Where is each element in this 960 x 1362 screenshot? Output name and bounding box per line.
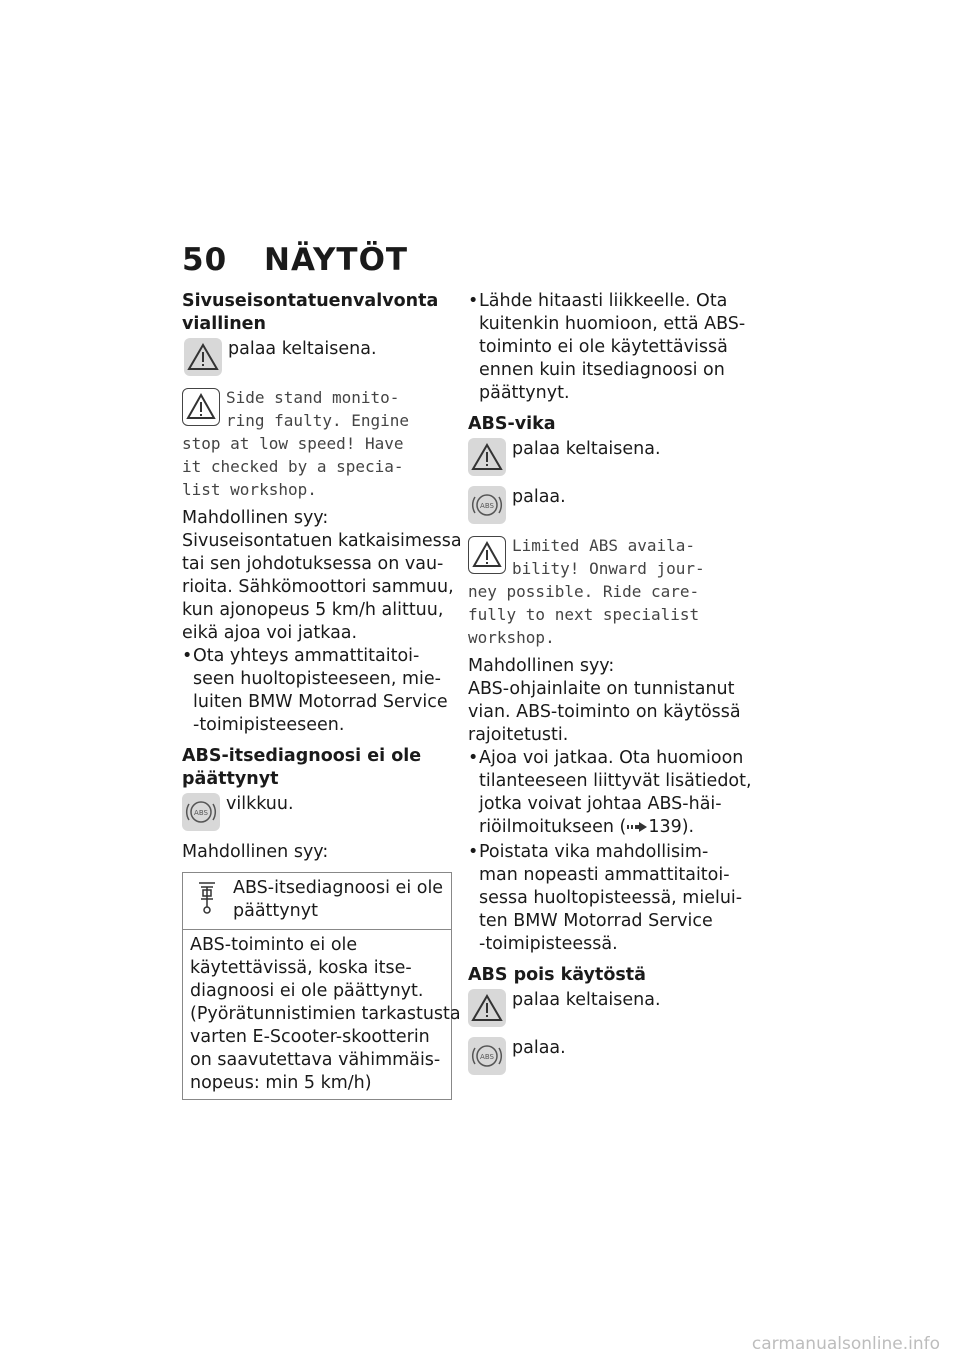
indicator-row <box>468 438 743 476</box>
cause-paragraph: Mahdollinen syy: Sivuseisontatuen katkaisimessa tai sen johdotuksessa on vau- rioita. Sähkömoottori sammuu, kun ajonopeus 5 km/h alittuu, eikä ajoa voi jatkaa. <box>182 508 462 643</box>
section-heading-side-stand: Sivuseisontatuenvalvonta viallinen <box>182 291 439 334</box>
section-heading-abs-self-diagnosis: ABS-itsediagnoosi ei ole päättynyt <box>182 746 422 789</box>
right-column <box>468 290 752 1085</box>
bullet-icon: • <box>468 291 479 311</box>
section-heading-abs-fault: ABS-vika <box>468 414 556 434</box>
indicator-row <box>184 338 452 376</box>
indicator-text: palaa keltaisena. <box>512 990 661 1010</box>
list-item: • Poistata vika mahdollisim- man nopeasti ammattitaitoi- sessa huoltopisteessä, mielui- ten BMW Motorrad Service -toimipisteessä. <box>468 842 743 954</box>
abs-indicator-icon <box>182 793 220 831</box>
info-table <box>182 872 461 1100</box>
indicator-row <box>468 1037 743 1075</box>
page-number: 50 <box>182 242 228 278</box>
table-header: ABS-itsediagnoosi ei ole päättynyt <box>183 873 451 930</box>
table-body: ABS-toiminto ei ole käytettävissä, koska itse- diagnoosi ei ole päättynyt. (Pyörätunnistimien tarkastusta varten E-Scooter-skootterin on saavutettava vähimmäis- nopeus: min 5 km/h) <box>190 935 461 1093</box>
page-reference-arrow-icon <box>626 821 648 833</box>
svg-text:ABS: ABS <box>480 1053 494 1061</box>
list-item: • Lähde hitaasti liikkeelle. Ota kuitenkin huomioon, että ABS- toiminto ei ole käytettävissä ennen kuin itsediagnoosi on päättynyt. <box>468 291 746 403</box>
diagnostic-icon <box>193 877 233 923</box>
indicator-text: palaa. <box>512 1038 566 1058</box>
indicator-text: palaa. <box>512 487 566 507</box>
bullet-icon: • <box>182 646 193 666</box>
page-reference[interactable]: 139). <box>648 817 695 837</box>
warning-triangle-icon <box>182 388 220 426</box>
warning-triangle-icon <box>468 438 506 476</box>
cause-label: Mahdollinen syy: <box>182 842 329 862</box>
bullet-icon: • <box>468 748 479 768</box>
bullet-icon: • <box>468 842 479 862</box>
warning-triangle-icon <box>468 989 506 1027</box>
watermark: carmanualsonline.info <box>751 1334 940 1354</box>
indicator-row <box>468 486 743 524</box>
indicator-text: palaa keltaisena. <box>512 439 661 459</box>
warning-triangle-icon <box>468 536 506 574</box>
indicator-text: vilkkuu. <box>226 794 294 814</box>
svg-text:ABS: ABS <box>194 809 208 817</box>
list-item: • Ajoa voi jatkaa. Ota huomioon tilanteeseen liittyvät lisätiedot, jotka voivat johtaa ABS-häi- riöilmoitukseen ( 139). <box>468 748 752 837</box>
list-item: • Ota yhteys ammattitaitoi- seen huoltopisteeseen, mie- luiten BMW Motorrad Service -toimipisteeseen. <box>182 646 448 735</box>
display-message: Limited ABS availa- bility! Onward jour- ney possible. Ride care- fully to next specialist workshop. <box>468 536 705 647</box>
indicator-row <box>182 793 452 831</box>
section-heading-abs-off: ABS pois käytöstä <box>468 965 646 985</box>
abs-indicator-icon <box>468 486 506 524</box>
cause-paragraph: Mahdollinen syy: ABS-ohjainlaite on tunnistanut vian. ABS-toiminto on käytössä rajoitetusti. <box>468 656 741 745</box>
abs-indicator-icon <box>468 1037 506 1075</box>
svg-text:ABS: ABS <box>480 502 494 510</box>
page-section-title: NÄYTÖT <box>264 242 409 278</box>
warning-triangle-icon <box>184 338 222 376</box>
left-column <box>182 290 462 1100</box>
indicator-row <box>468 989 743 1027</box>
indicator-text: palaa keltaisena. <box>228 339 377 359</box>
display-message: Side stand monito- ring faulty. Engine stop at low speed! Have it checked by a specia- list workshop. <box>182 388 410 499</box>
